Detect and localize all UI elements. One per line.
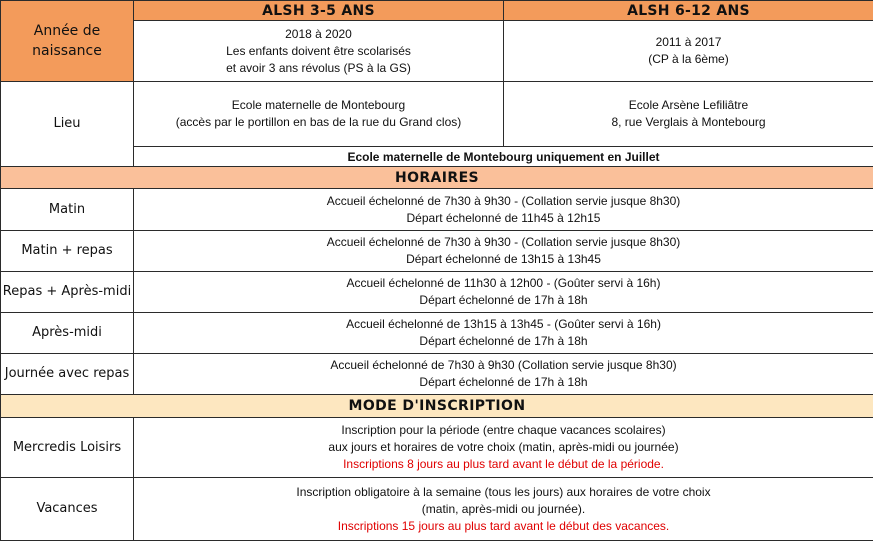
inscription-header-row xyxy=(1,395,873,418)
inscription-mercredis-deadline: Inscriptions 8 jours au plus tard avant le début de la période. xyxy=(343,457,664,471)
horaire-departure: Départ échelonné de 17h à 18h xyxy=(419,334,588,348)
horaire-row xyxy=(1,272,873,313)
inscription-detail-vacances xyxy=(134,478,873,541)
inscription-title: MODE D'INSCRIPTION xyxy=(1,395,873,418)
horaire-detail-repas-apres-midi xyxy=(134,272,873,313)
birth-year-label-line1: Année de xyxy=(33,23,101,39)
horaire-arrival: Accueil échelonné de 11h30 à 12h00 - (Goûter servi à 16h) xyxy=(346,276,661,290)
inscription-row-vacances xyxy=(1,478,873,541)
inscription-vacances-deadline: Inscriptions 15 jours au plus tard avant le début des vacances. xyxy=(337,518,670,533)
lieu-3-5-cell xyxy=(134,82,504,147)
horaire-departure: Départ échelonné de 13h15 à 13h45 xyxy=(406,252,601,266)
horaire-label-apres-midi: Après-midi xyxy=(1,313,134,354)
lieu-row xyxy=(1,82,873,147)
lieu-july-note: Ecole maternelle de Montebourg uniquement en Juillet xyxy=(134,147,873,167)
horaire-detail-journee-repas xyxy=(134,354,873,395)
lieu-3-5-access: (accès par le portillon en bas de la rue du Grand clos) xyxy=(175,115,462,129)
birth-year-label-cell xyxy=(1,1,134,82)
horaire-arrival: Accueil échelonné de 7h30 à 9h30 - (Collation servie jusque 8h30) xyxy=(326,235,681,249)
column-header-3-5: ALSH 3-5 ANS xyxy=(134,1,504,21)
lieu-6-12-cell xyxy=(504,82,873,147)
horaire-row xyxy=(1,189,873,231)
horaire-departure: Départ échelonné de 17h à 18h xyxy=(419,293,588,307)
birth-year-6-12-range: 2011 à 2017 xyxy=(655,35,722,49)
horaire-row xyxy=(1,231,873,272)
horaire-departure: Départ échelonné de 17h à 18h xyxy=(419,375,588,389)
lieu-3-5-name: Ecole maternelle de Montebourg xyxy=(231,98,406,112)
horaire-label-matin-repas: Matin + repas xyxy=(1,231,134,272)
birth-year-3-5-range: 2018 à 2020 xyxy=(285,26,352,41)
inscription-row-mercredis xyxy=(1,418,873,478)
lieu-6-12-name: Ecole Arsène Lefiliâtre xyxy=(628,98,749,112)
horaire-row xyxy=(1,354,873,395)
horaire-label-repas-apres-midi: Repas + Après-midi xyxy=(1,272,134,313)
birth-year-3-5-condition-1: Les enfants doivent être scolarisés xyxy=(226,43,411,58)
birth-year-label-line2: naissance xyxy=(32,43,102,59)
horaire-detail-apres-midi xyxy=(134,313,873,354)
inscription-label-vacances: Vacances xyxy=(1,478,134,541)
birth-year-6-12-levels: (CP à la 6ème) xyxy=(648,52,729,66)
horaire-detail-matin-repas xyxy=(134,231,873,272)
horaire-arrival: Accueil échelonné de 13h15 à 13h45 - (Goûter servi à 16h) xyxy=(346,317,661,331)
horaire-label-matin: Matin xyxy=(1,189,134,231)
inscription-detail-mercredis xyxy=(134,418,873,478)
inscription-label-mercredis: Mercredis Loisirs xyxy=(1,418,134,478)
inscription-vacances-line1: Inscription obligatoire à la semaine (tous les jours) aux horaires de votre choix xyxy=(296,484,711,499)
column-header-6-12: ALSH 6-12 ANS xyxy=(504,1,873,21)
birth-year-3-5-cell xyxy=(134,21,504,82)
lieu-6-12-address: 8, rue Verglais à Montebourg xyxy=(611,115,766,129)
horaire-arrival: Accueil échelonné de 7h30 à 9h30 (Collation servie jusque 8h30) xyxy=(330,358,677,372)
birth-year-6-12-cell xyxy=(504,21,873,82)
lieu-label: Lieu xyxy=(1,82,134,167)
horaire-row xyxy=(1,313,873,354)
horaire-label-journee-repas: Journée avec repas xyxy=(1,354,134,395)
header-row xyxy=(1,1,873,21)
inscription-vacances-line2: (matin, après-midi ou journée). xyxy=(421,501,586,516)
horaire-departure: Départ échelonné de 11h45 à 12h15 xyxy=(406,210,601,225)
horaire-arrival: Accueil échelonné de 7h30 à 9h30 - (Collation servie jusque 8h30) xyxy=(326,193,681,208)
inscription-mercredis-line1: Inscription pour la période (entre chaque vacances scolaires) xyxy=(341,423,666,437)
birth-year-3-5-condition-2: et avoir 3 ans révolus (PS à la GS) xyxy=(226,60,411,75)
horaire-detail-matin xyxy=(134,189,873,231)
horaires-title: HORAIRES xyxy=(1,167,873,189)
horaires-header-row xyxy=(1,167,873,189)
inscription-mercredis-line2: aux jours et horaires de votre choix (matin, après-midi ou journée) xyxy=(328,440,679,454)
